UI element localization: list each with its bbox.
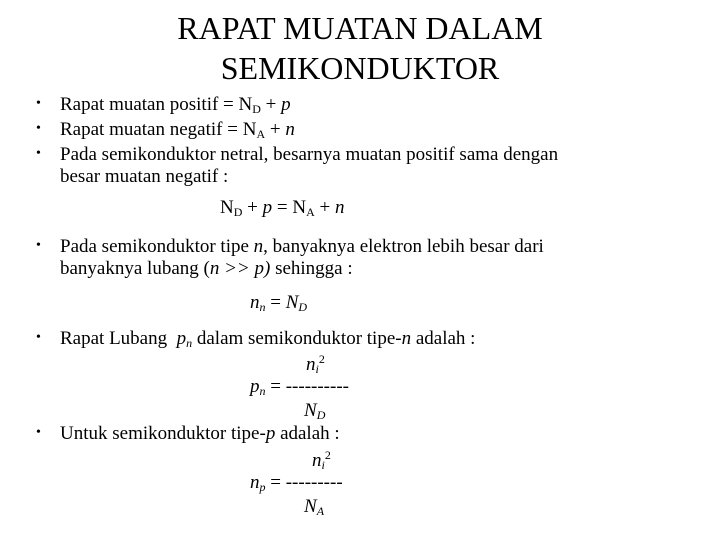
bullet-text: Rapat muatan negatif =	[60, 119, 243, 140]
p-variable: p	[265, 423, 276, 444]
text-segment: Rapat Lubang	[60, 328, 177, 349]
pn-numerator	[306, 352, 325, 377]
exponent: 2	[318, 352, 325, 366]
plus-sign: +	[242, 197, 263, 218]
bullet-text-line-1	[60, 236, 544, 258]
i-subscript: i	[321, 458, 325, 472]
fraction-bar: ---------	[285, 472, 343, 493]
nd-subscript: D	[233, 205, 243, 219]
nd-subscript: D	[252, 102, 261, 116]
n-variable: n	[306, 354, 316, 375]
text-segment: Pada semikonduktor tipe	[60, 236, 254, 257]
bullet-p-type	[60, 423, 340, 445]
nd-symbol: N	[285, 292, 299, 313]
title-line-2: SEMIKONDUKTOR	[220, 50, 500, 86]
n-subscript: n	[259, 300, 266, 314]
title-line-1: RAPAT MUATAN DALAM	[177, 10, 543, 46]
pn-equation-line	[250, 376, 349, 399]
n-variable: n	[250, 292, 260, 313]
bullet-text-line-2: besar muatan negatif :	[60, 166, 229, 187]
bullet-marker: •	[36, 238, 41, 253]
text-segment: banyaknya lubang (	[60, 258, 210, 279]
n-variable: n	[334, 197, 345, 218]
p-variable: p	[176, 328, 187, 349]
p-variable: p	[281, 94, 291, 115]
p-variable: p	[262, 197, 273, 218]
np-denominator	[304, 496, 324, 519]
nd-symbol: N	[304, 400, 317, 421]
np-equation-line	[250, 472, 343, 495]
na-subscript: A	[306, 205, 315, 219]
exponent: 2	[324, 448, 331, 462]
text-segment: , banyaknya elektron lebih besar dari	[263, 236, 544, 257]
n-variable: n	[312, 450, 322, 471]
n-variable: n	[250, 472, 260, 493]
equals-sign: =	[265, 376, 286, 397]
na-symbol: N	[292, 197, 307, 218]
bullet-hole-density	[60, 328, 475, 354]
n-variable: n	[253, 236, 264, 257]
slide-title	[0, 8, 720, 88]
text-segment: sehingga :	[270, 258, 353, 279]
bullet-text-line-2	[60, 258, 544, 280]
plus-sign: +	[265, 119, 286, 140]
bullet-marker: •	[36, 96, 41, 111]
plus-sign: +	[260, 94, 282, 115]
equals-sign: =	[265, 472, 286, 493]
bullet-marker: •	[36, 121, 41, 136]
na-symbol: N	[304, 496, 317, 517]
na-subscript: A	[256, 127, 266, 141]
bullet-neutral-semiconductor	[60, 144, 558, 188]
text-segment: adalah :	[411, 328, 476, 349]
n-subscript: n	[259, 384, 266, 398]
p-subscript: p	[259, 480, 266, 494]
bullet-text-line-1: Pada semikonduktor netral, besarnya muatan positif sama dengan	[60, 144, 559, 165]
bullet-text: Rapat muatan positif =	[60, 94, 239, 115]
plus-sign: +	[314, 197, 335, 218]
bullet-negative-charge	[60, 119, 295, 145]
nd-subscript: D	[316, 408, 326, 422]
pn-denominator	[304, 400, 325, 423]
nd-symbol: N	[220, 197, 234, 218]
bullet-marker: •	[36, 425, 41, 440]
text-segment: dalam semikonduktor tipe-	[192, 328, 402, 349]
na-subscript: A	[316, 504, 325, 518]
na-symbol: N	[242, 119, 257, 140]
equation-neutral	[220, 197, 344, 220]
fraction-bar: ----------	[285, 376, 349, 397]
p-variable: p	[250, 376, 260, 397]
equals-sign: =	[265, 292, 286, 313]
bullet-marker: •	[36, 330, 41, 345]
n-subscript: n	[186, 336, 193, 350]
bullet-positive-charge	[60, 94, 291, 120]
equation-n-type	[250, 292, 307, 315]
bullet-n-type	[60, 236, 544, 280]
bullet-marker: •	[36, 146, 41, 161]
np-numerator	[312, 448, 331, 473]
text-segment: adalah :	[275, 423, 340, 444]
n-variable: n	[401, 328, 412, 349]
equals-sign: =	[272, 197, 293, 218]
nd-subscript: D	[298, 300, 308, 314]
inequality-expression: n >> p)	[209, 258, 271, 279]
n-variable: n	[285, 119, 295, 140]
nd-symbol: N	[238, 94, 253, 115]
i-subscript: i	[315, 362, 319, 376]
text-segment: Untuk semikonduktor tipe-	[60, 423, 266, 444]
